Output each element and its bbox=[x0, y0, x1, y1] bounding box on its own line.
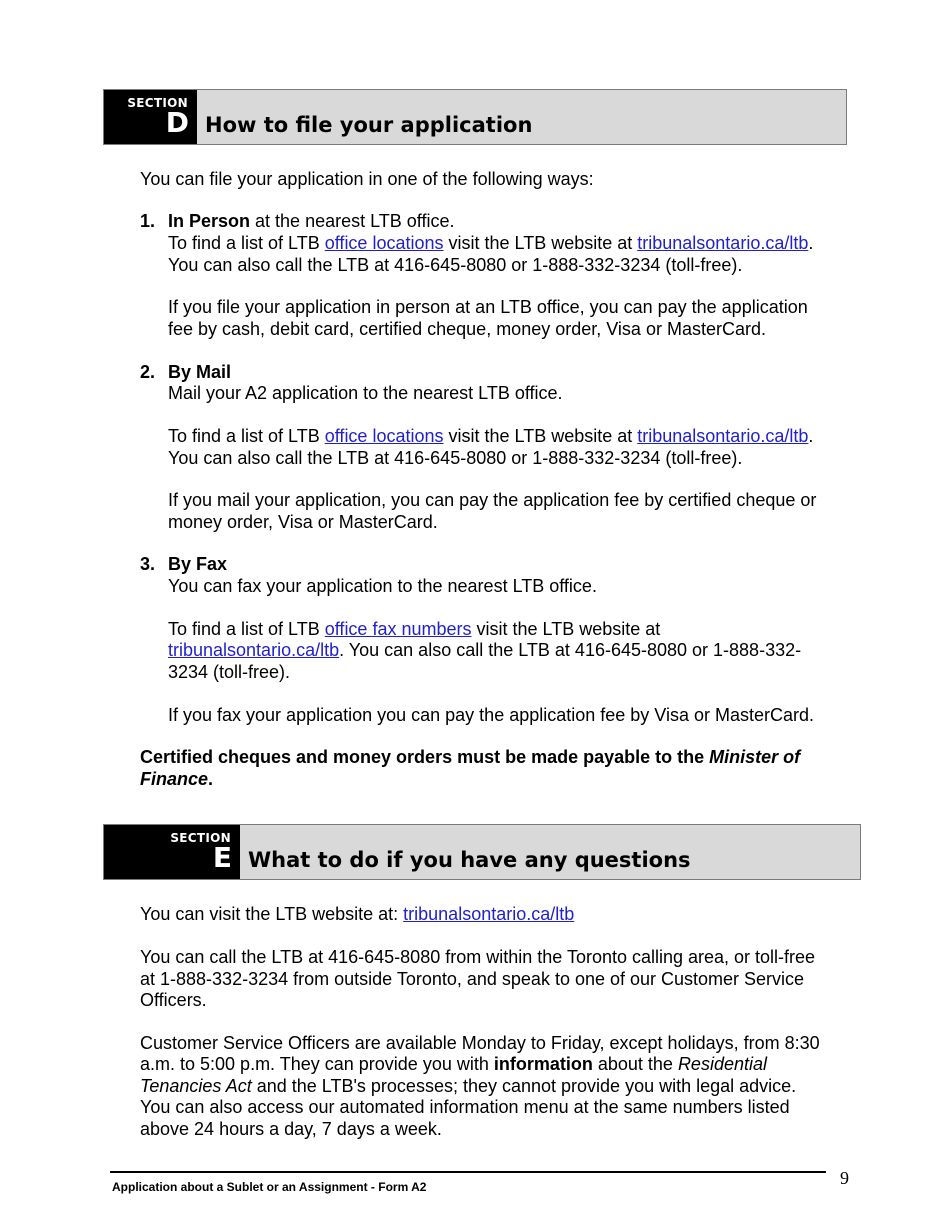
find-suffix: . bbox=[808, 426, 814, 446]
item-1-pay-1: If you file your application in person at an LTB office, you can pay the application bbox=[168, 297, 808, 317]
cso-text: a.m. to 5:00 p.m. They can provide you with bbox=[140, 1054, 494, 1074]
item-1-find-line bbox=[168, 232, 813, 254]
page-number: 9 bbox=[840, 1168, 849, 1188]
section-d-title: How to file your application bbox=[205, 113, 533, 137]
section-e-tag bbox=[104, 825, 240, 879]
find-suffix: . bbox=[808, 233, 814, 253]
cso-text: about the bbox=[592, 1054, 678, 1074]
payable-note-line-1 bbox=[140, 746, 800, 768]
item-2-call: You can also call the LTB at 416-645-8080 or 1-888-332-3234 (toll-free). bbox=[168, 448, 743, 468]
office-locations-link[interactable]: office locations bbox=[324, 233, 444, 253]
section-d-intro: You can file your application in one of the following ways: bbox=[140, 169, 594, 189]
section-e-header bbox=[103, 824, 861, 880]
item-2-pay-1: If you mail your application, you can pay the application fee by certified cheque or bbox=[168, 490, 817, 510]
cso-bold: information bbox=[493, 1054, 593, 1074]
footer-form-title: Application about a Sublet or an Assignment - Form A2 bbox=[112, 1180, 427, 1194]
find-prefix: To find a list of LTB bbox=[168, 233, 325, 253]
cso-italic: Residential bbox=[677, 1054, 767, 1074]
item-3-find-line bbox=[168, 618, 660, 640]
find-mid: visit the LTB website at bbox=[443, 426, 638, 446]
visit-line bbox=[140, 903, 574, 925]
item-3-desc: You can fax your application to the nearest LTB office. bbox=[168, 576, 597, 596]
item-1-pay-2: fee by cash, debit card, certified cheque, money order, Visa or MasterCard. bbox=[168, 319, 766, 339]
ltb-website-link[interactable]: tribunalsontario.ca/ltb bbox=[403, 904, 575, 924]
item-3-heading: By Fax bbox=[168, 554, 228, 574]
item-1-call: You can also call the LTB at 416-645-8080 or 1-888-332-3234 (toll-free). bbox=[168, 255, 743, 275]
cso-italic: Tenancies Act bbox=[140, 1076, 252, 1096]
call-line-1: You can call the LTB at 416-645-8080 from within the Toronto calling area, or toll-free bbox=[140, 947, 816, 967]
office-fax-numbers-link[interactable]: office fax numbers bbox=[324, 619, 472, 639]
item-2-desc: Mail your A2 application to the nearest LTB office. bbox=[168, 383, 563, 403]
find-mid: visit the LTB website at bbox=[443, 233, 638, 253]
item-2-pay-2: money order, Visa or MasterCard. bbox=[168, 512, 438, 532]
cso-line-3 bbox=[140, 1075, 796, 1097]
find-prefix: To find a list of LTB bbox=[168, 426, 325, 446]
note-text: Certified cheques and money orders must be made payable to the bbox=[140, 747, 710, 767]
find-prefix: To find a list of LTB bbox=[168, 619, 325, 639]
call-rest: . You can also call the LTB at 416-645-8080 or 1-888-332- bbox=[339, 640, 802, 660]
item-1-heading: In Person bbox=[168, 211, 251, 231]
cso-line-5: above 24 hours a day, 7 days a week. bbox=[140, 1119, 442, 1139]
cso-text: and the LTB's processes; they cannot provide you with legal advice. bbox=[251, 1076, 797, 1096]
section-d-header bbox=[103, 89, 847, 145]
find-mid: visit the LTB website at bbox=[471, 619, 661, 639]
note-italic: Finance bbox=[140, 769, 209, 789]
item-1-heading-rest: at the nearest LTB office. bbox=[250, 211, 455, 231]
ltb-website-link[interactable]: tribunalsontario.ca/ltb bbox=[637, 426, 809, 446]
section-label: SECTION bbox=[170, 831, 231, 845]
item-3-pay: If you fax your application you can pay the application fee by Visa or MasterCard. bbox=[168, 705, 815, 725]
footer-rule bbox=[110, 1171, 826, 1173]
cso-line-4: You can also access our automated information menu at the same numbers listed bbox=[140, 1097, 790, 1117]
note-italic: Minister of bbox=[709, 747, 801, 767]
visit-prefix: You can visit the LTB website at: bbox=[140, 904, 404, 924]
section-label: SECTION bbox=[127, 96, 188, 110]
payable-note-line-2 bbox=[140, 768, 213, 790]
item-2-heading: By Mail bbox=[168, 362, 232, 382]
item-3-call-2: 3234 (toll-free). bbox=[168, 662, 291, 682]
item-2-find-line bbox=[168, 425, 813, 447]
section-letter: E bbox=[212, 841, 232, 874]
item-number: 3. bbox=[140, 554, 156, 574]
call-line-2: at 1-888-332-3234 from outside Toronto, and speak to one of our Customer Service bbox=[140, 969, 805, 989]
office-locations-link[interactable]: office locations bbox=[324, 426, 444, 446]
section-letter: D bbox=[165, 106, 189, 139]
ltb-website-link[interactable]: tribunalsontario.ca/ltb bbox=[637, 233, 809, 253]
cso-line-2 bbox=[140, 1053, 767, 1075]
cso-line-1: Customer Service Officers are available Monday to Friday, except holidays, from 8:30 bbox=[140, 1033, 820, 1053]
item-3-call-line bbox=[168, 639, 801, 661]
item-number: 2. bbox=[140, 362, 156, 382]
call-line-3: Officers. bbox=[140, 990, 207, 1010]
item-1-heading-line bbox=[168, 210, 454, 232]
ltb-website-link[interactable]: tribunalsontario.ca/ltb bbox=[168, 640, 340, 660]
section-e-title: What to do if you have any questions bbox=[248, 848, 691, 872]
section-d-tag bbox=[104, 90, 197, 144]
item-number: 1. bbox=[140, 211, 156, 231]
note-end: . bbox=[208, 769, 214, 789]
